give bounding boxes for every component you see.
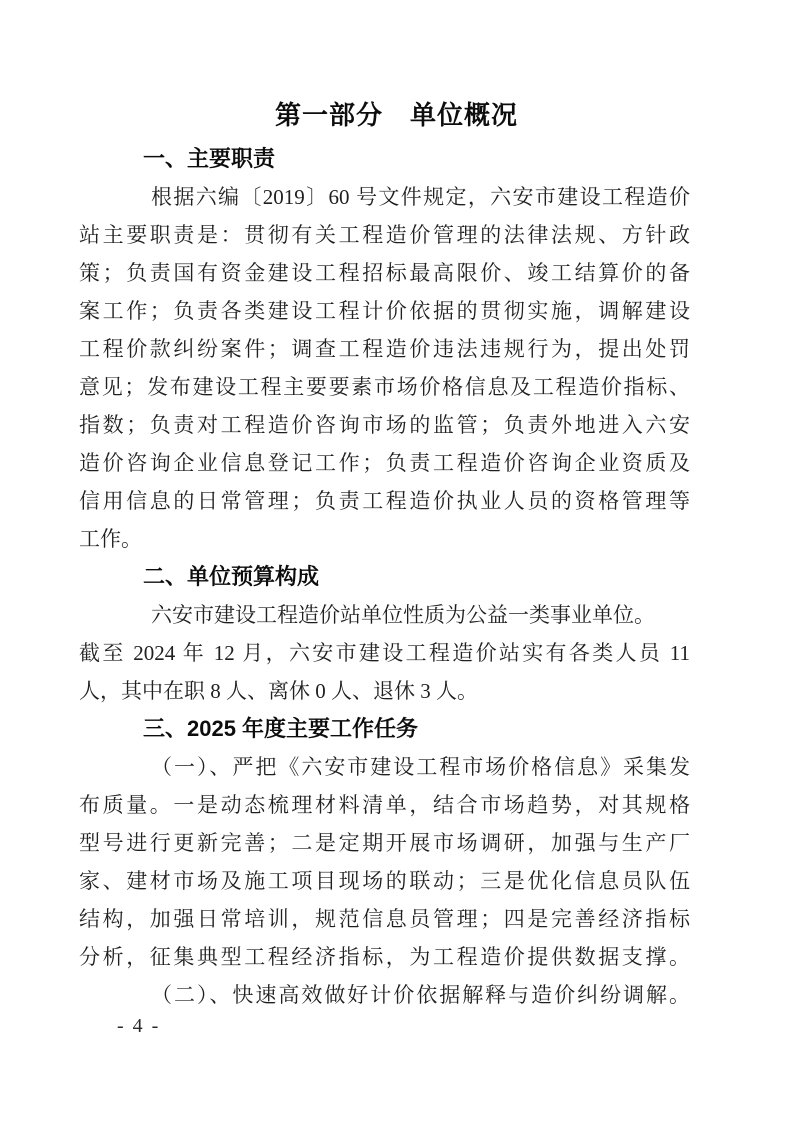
text-line: （一）、严把《六安市建设工程市场价格信息》采集发 [151,755,690,779]
text-line: 意见；发布建设工程主要要素市场价格信息及工程造价指标、 [79,375,690,399]
text-line: 六安市建设工程造价站单位性质为公益一类事业单位。 [151,603,655,627]
paragraph [79,178,690,558]
text-line: 型号进行更新完善；二是定期开展市场调研，加强与生产厂 [79,831,690,855]
paragraph [79,748,690,976]
text-line: 家、建材市场及施工项目现场的联动；三是优化信息员队伍 [79,869,690,893]
paragraph [79,596,690,710]
section-heading: 一、主要职责 [143,146,276,171]
text-line: 造价咨询企业信息登记工作；负责工程造价咨询企业资质及 [79,451,690,475]
text-line: 站主要职责是：贯彻有关工程造价管理的法律法规、方针政 [79,223,690,247]
text-line: 分析，征集典型工程经济指标，为工程造价提供数据支撑。 [79,945,690,969]
text-line: 案工作；负责各类建设工程计价依据的贯彻实施，调解建设 [79,299,690,323]
text-line: 策；负责国有资金建设工程招标最高限价、竣工结算价的备 [79,261,690,285]
text-line: 指数；负责对工程造价咨询市场的监管；负责外地进入六安 [79,413,690,437]
document-body [79,140,690,1014]
text-line: 工作。 [79,527,142,551]
text-line: 结构，加强日常培训，规范信息员管理；四是完善经济指标 [79,907,690,931]
text-line: 根据六编〔2019〕60 号文件规定，六安市建设工程造价 [151,185,690,209]
document-title: 第一部分 单位概况 [274,100,518,130]
paragraph [79,976,690,1014]
section-heading: 三、2025 年度主要工作任务 [143,716,419,741]
text-line: 工程价款纠纷案件；调查工程造价违法违规行为，提出处罚 [79,337,690,361]
text-line: 信用信息的日常管理；负责工程造价执业人员的资格管理等 [79,489,690,513]
text-line: （二）、快速高效做好计价依据解释与造价纠纷调解。 [151,983,690,1007]
page-number: - 4 - [117,1015,161,1037]
section-heading: 二、单位预算构成 [143,564,320,589]
text-line: 布质量。一是动态梳理材料清单，结合市场趋势，对其规格 [79,793,690,817]
text-line: 人，其中在职 8 人、离休 0 人、退休 3 人。 [79,679,478,703]
text-line: 截至 2024 年 12 月，六安市建设工程造价站实有各类人员 11 [79,641,690,665]
